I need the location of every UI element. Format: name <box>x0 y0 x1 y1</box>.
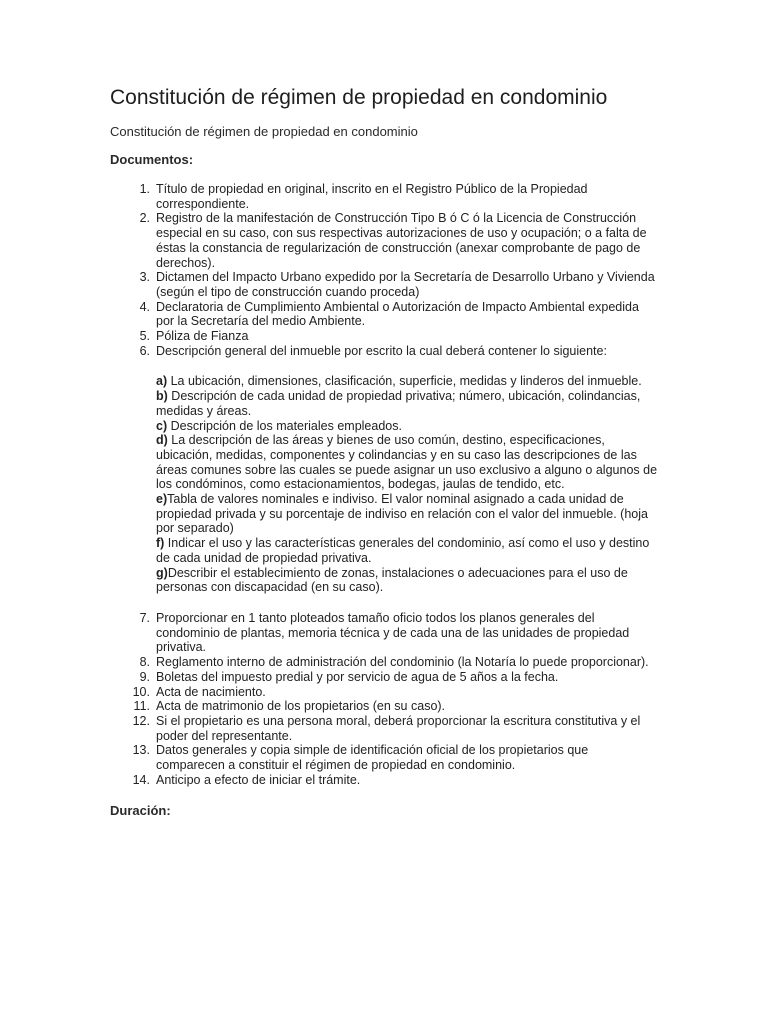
list-item <box>110 714 658 743</box>
list-item-number: 13. <box>132 743 150 758</box>
list-item-number: 3. <box>139 270 150 285</box>
sub-item-letter: b) <box>156 389 168 404</box>
list-item-number: 2. <box>139 211 150 226</box>
list-item-text: Proporcionar en 1 tanto ploteados tamaño oficio todos los planos generales del condominio de plantas, memoria técnica y de cada una de las unidades de propiedad privativa. <box>156 610 630 655</box>
list-item-number: 4. <box>139 299 150 314</box>
list-item-text: Póliza de Fianza <box>156 329 249 344</box>
list-item <box>110 211 658 270</box>
list-item <box>110 329 658 344</box>
duration-heading: Duración: <box>110 803 171 819</box>
sub-item-letter: e) <box>156 492 168 507</box>
document-title: Constitución de régimen de propiedad en condominio <box>110 86 608 109</box>
list-item-number: 12. <box>132 713 150 728</box>
list-item-text: Registro de la manifestación de Construcción Tipo B ó C ó la Licencia de Construcción especial en su caso, con sus respectivas autorizaciones de uso y ocupación; o a falta de éstas la constancia de regularización de construcción (anexar comprobante de pago de derechos). <box>156 211 647 270</box>
list-item-text: Boletas del impuesto predial y por servicio de agua de 5 años a la fecha. <box>156 669 559 684</box>
list-item <box>110 699 658 714</box>
list-item <box>110 670 658 685</box>
list-item-number: 10. <box>132 684 150 699</box>
list-item-text: Reglamento interno de administración del condominio (la Notaría lo puede proporcionar). <box>156 655 649 670</box>
sub-item-letter: g) <box>156 565 168 580</box>
sub-item-text: Descripción de cada unidad de propiedad privativa; número, ubicación, colindancias, medidas y áreas. <box>156 389 641 418</box>
list-item <box>110 270 658 299</box>
sub-item-letter: f) <box>156 536 165 551</box>
list-item-text: Dictamen del Impacto Urbano expedido por la Secretaría de Desarrollo Urbano y Vivienda (según el tipo de construcción cuando proceda) <box>156 270 655 299</box>
list-item-number: 1. <box>139 182 150 196</box>
list-item-number: 8. <box>139 655 150 670</box>
document-subtitle: Constitución de régimen de propiedad en condominio <box>110 124 418 139</box>
list-item <box>110 743 658 772</box>
sub-item-letter: d) <box>156 433 168 448</box>
sub-item-text: La descripción de las áreas y bienes de uso común, destino, especificaciones, ubicación, medidas, componentes y colindancias y en su caso las descripciones de las áreas comunes sobre las cuales se puede asignar un uso exclusivo a alguno o algunos de los condóminos, como estacionamientos, bodegas, jaulas de tendido, etc. <box>156 433 658 492</box>
list-item <box>110 182 658 211</box>
list-item-text: Título de propiedad en original, inscrito en el Registro Público de la Propiedad correspondiente. <box>156 182 588 211</box>
list-item <box>110 611 658 655</box>
sub-item <box>156 492 658 536</box>
list-item-text: Datos generales y copia simple de identificación oficial de los propietarios que comparecen a constituir el régimen de propiedad en condominio. <box>156 743 589 773</box>
sub-item-list <box>156 374 658 595</box>
documents-list <box>110 182 658 787</box>
list-item-text: Declaratoria de Cumplimiento Ambiental o Autorización de Impacto Ambiental expedida por la Secretaría del medio Ambiente. <box>156 299 639 329</box>
sub-item <box>156 566 658 595</box>
sub-item-letter: a) <box>156 374 168 389</box>
list-item-number: 14. <box>132 772 150 787</box>
sub-item-text: Indicar el uso y las características generales del condominio, así como el uso y destino de cada unidad de propiedad privativa. <box>156 536 650 565</box>
document-page <box>110 84 658 819</box>
documents-heading: Documentos: <box>110 152 194 167</box>
list-item <box>110 300 658 329</box>
list-item-text: Anticipo a efecto de iniciar el trámite. <box>156 772 361 787</box>
list-item-text: Acta de matrimonio de los propietarios (en su caso). <box>156 699 446 714</box>
sub-item-text: La ubicación, dimensiones, clasificación, superficie, medidas y linderos del inmueble. <box>167 374 642 389</box>
list-item-text: Si el propietario es una persona moral, deberá proporcionar la escritura constitutiva y el poder del representante. <box>156 713 641 743</box>
list-item <box>110 655 658 670</box>
list-item-text: Acta de nacimiento. <box>156 684 266 699</box>
sub-item-letter: c) <box>156 418 168 433</box>
list-item-number: 5. <box>139 329 150 344</box>
list-item <box>110 773 658 788</box>
sub-item-text: Descripción de los materiales empleados. <box>167 418 402 433</box>
sub-item <box>156 433 658 492</box>
sub-item <box>156 536 658 565</box>
sub-item-text: Describir el establecimiento de zonas, instalaciones o adecuaciones para el uso de personas con discapacidad (en su caso). <box>156 565 628 595</box>
list-item <box>110 344 658 595</box>
list-item-number: 9. <box>139 669 150 684</box>
list-item <box>110 685 658 700</box>
sub-item <box>156 374 658 389</box>
sub-item-text: Tabla de valores nominales e indiviso. El valor nominal asignado a cada unidad de propiedad privada y su porcentaje de indiviso en relación con el valor del inmueble. (hoja por separado) <box>156 492 648 536</box>
sub-item <box>156 419 658 434</box>
list-item-number: 11. <box>133 699 150 714</box>
list-item-number: 6. <box>139 343 150 358</box>
sub-item <box>156 389 658 418</box>
list-item-text: Descripción general del inmueble por escrito la cual deberá contener lo siguiente: <box>156 343 607 358</box>
list-item-number: 7. <box>139 610 150 625</box>
